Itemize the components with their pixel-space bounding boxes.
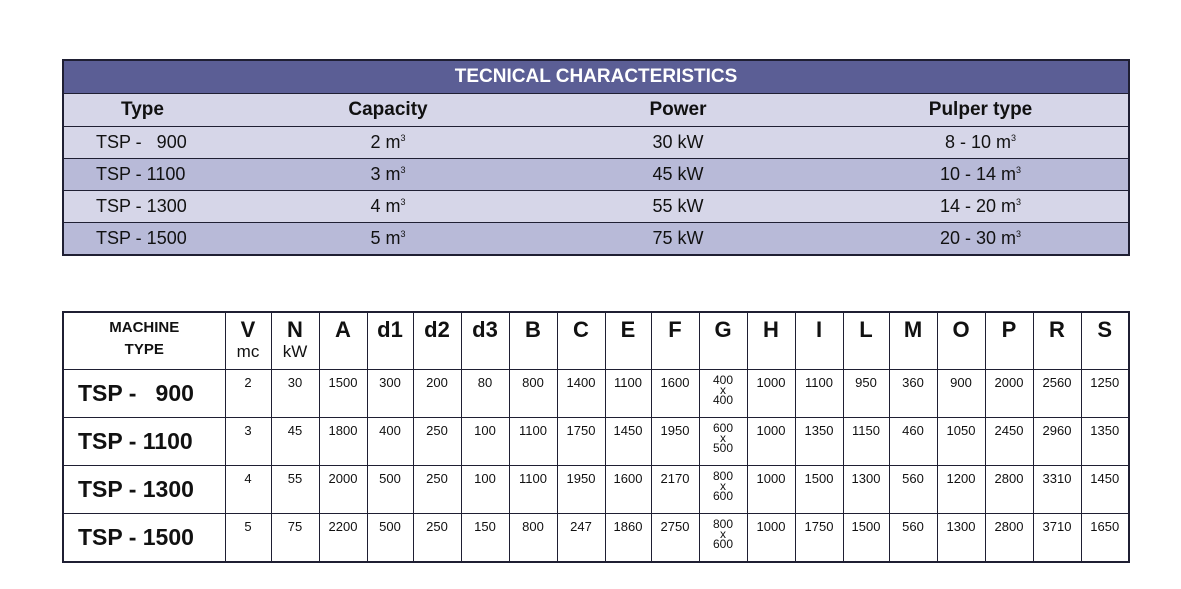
cell-E: 1100 <box>605 370 651 418</box>
cell-R: 3710 <box>1033 514 1081 563</box>
cell-O: 900 <box>937 370 985 418</box>
header-P: P <box>985 312 1033 370</box>
header-A: A <box>319 312 367 370</box>
cell-d2: 250 <box>413 514 461 563</box>
header-machine-line2: TYPE <box>124 341 164 358</box>
cell-H: 1000 <box>747 418 795 466</box>
cell-O: 1300 <box>937 514 985 563</box>
cell-power: 55 kW <box>523 191 833 223</box>
cell-C: 1750 <box>557 418 605 466</box>
cell-power: 75 kW <box>523 223 833 256</box>
cell-I: 1500 <box>795 466 843 514</box>
cell-B: 1100 <box>509 466 557 514</box>
cell-type: TSP - 1500 <box>63 223 253 256</box>
cell-H: 1000 <box>747 466 795 514</box>
cell-I: 1100 <box>795 370 843 418</box>
cell-G-part: 400 <box>712 373 734 387</box>
dims-row <box>63 418 1129 466</box>
cell-R: 3310 <box>1033 466 1081 514</box>
cell-G <box>699 514 747 563</box>
cell-S: 1350 <box>1081 418 1129 466</box>
cell-P: 2800 <box>985 514 1033 563</box>
cell-R: 2960 <box>1033 418 1081 466</box>
cell-model: TSP - 1300 <box>63 466 225 514</box>
cell-L: 1150 <box>843 418 889 466</box>
cell-d3: 150 <box>461 514 509 563</box>
cell-model: TSP - 900 <box>63 370 225 418</box>
cell-d1: 500 <box>367 514 413 563</box>
header-S: S <box>1081 312 1129 370</box>
cell-F: 2750 <box>651 514 699 563</box>
dims-header-row <box>63 312 1129 370</box>
header-V: V mc <box>225 312 271 370</box>
cell-R: 2560 <box>1033 370 1081 418</box>
cell-d3: 80 <box>461 370 509 418</box>
cell-F: 1950 <box>651 418 699 466</box>
header-I: I <box>795 312 843 370</box>
cell-d2: 250 <box>413 418 461 466</box>
cell-N: 75 <box>271 514 319 563</box>
header-O: O <box>937 312 985 370</box>
cell-d2: 250 <box>413 466 461 514</box>
cell-M: 560 <box>889 514 937 563</box>
cell-d1: 400 <box>367 418 413 466</box>
cell-B: 1100 <box>509 418 557 466</box>
header-M: M <box>889 312 937 370</box>
cell-G-part: x <box>720 383 726 397</box>
cell-B: 800 <box>509 514 557 563</box>
cell-M: 360 <box>889 370 937 418</box>
cell-P: 2450 <box>985 418 1033 466</box>
cell-model: TSP - 1100 <box>63 418 225 466</box>
cell-pulper: 14 - 20 $m^3$ <box>833 191 1129 223</box>
dims-row <box>63 514 1129 563</box>
cell-V: 2 <box>225 370 271 418</box>
header-N-unit: kW <box>282 342 308 361</box>
cell-G-part: x <box>720 479 726 493</box>
cell-E: 1600 <box>605 466 651 514</box>
cell-N: 30 <box>271 370 319 418</box>
cell-G-part: 600 <box>712 537 734 551</box>
cell-P: 2800 <box>985 466 1033 514</box>
header-B: B <box>509 312 557 370</box>
cell-type: TSP - 1300 <box>63 191 253 223</box>
header-machine-line1: MACHINE <box>109 319 180 336</box>
cell-M: 560 <box>889 466 937 514</box>
cell-V: 4 <box>225 466 271 514</box>
cell-G-part: 400 <box>712 393 734 407</box>
cell-A: 2000 <box>319 466 367 514</box>
header-pulper-type: Pulper type <box>833 94 1129 127</box>
cell-G <box>699 418 747 466</box>
cell-S: 1650 <box>1081 514 1129 563</box>
cell-type: TSP - 900 <box>63 127 253 159</box>
tech-row <box>63 191 1129 223</box>
header-type: Type <box>63 94 253 127</box>
cell-L: 1300 <box>843 466 889 514</box>
cell-pulper: 8 - 10 $m^3$ <box>833 127 1129 159</box>
cell-d3: 100 <box>461 466 509 514</box>
cell-capacity: 2 $m^3$ <box>253 127 523 159</box>
cell-L: 950 <box>843 370 889 418</box>
cell-model: TSP - 1500 <box>63 514 225 563</box>
dimensions-table <box>62 311 1130 563</box>
tech-row <box>63 127 1129 159</box>
tech-header-row <box>63 94 1129 127</box>
cell-O: 1050 <box>937 418 985 466</box>
cell-capacity: 5 $m^3$ <box>253 223 523 256</box>
cell-C: 247 <box>557 514 605 563</box>
cell-pulper: 20 - 30 $m^3$ <box>833 223 1129 256</box>
tech-title-row <box>63 60 1129 94</box>
cell-capacity: 4 $m^3$ <box>253 191 523 223</box>
cell-A: 1800 <box>319 418 367 466</box>
cell-A: 1500 <box>319 370 367 418</box>
tech-table-title: TECNICAL CHARACTERISTICS <box>63 60 1129 94</box>
tech-row <box>63 159 1129 191</box>
cell-power: 45 kW <box>523 159 833 191</box>
cell-G-part: x <box>720 431 726 445</box>
cell-F: 1600 <box>651 370 699 418</box>
cell-G-part: 800 <box>712 469 734 483</box>
cell-N: 45 <box>271 418 319 466</box>
cell-d1: 500 <box>367 466 413 514</box>
cell-G-part: 600 <box>712 489 734 503</box>
cell-O: 1200 <box>937 466 985 514</box>
cell-L: 1500 <box>843 514 889 563</box>
header-d1: d1 <box>367 312 413 370</box>
header-N: N kW <box>271 312 319 370</box>
cell-I: 1750 <box>795 514 843 563</box>
cell-d3: 100 <box>461 418 509 466</box>
cell-d1: 300 <box>367 370 413 418</box>
cell-capacity: 3 $m^3$ <box>253 159 523 191</box>
cell-N: 55 <box>271 466 319 514</box>
cell-H: 1000 <box>747 514 795 563</box>
cell-G-part: 800 <box>712 517 734 531</box>
cell-G <box>699 466 747 514</box>
cell-V: 3 <box>225 418 271 466</box>
header-power: Power <box>523 94 833 127</box>
cell-pulper: 10 - 14 $m^3$ <box>833 159 1129 191</box>
cell-G-part: 500 <box>712 441 734 455</box>
cell-S: 1250 <box>1081 370 1129 418</box>
header-d3: d3 <box>461 312 509 370</box>
header-capacity: Capacity <box>253 94 523 127</box>
header-d2: d2 <box>413 312 461 370</box>
header-F: F <box>651 312 699 370</box>
dims-row <box>63 466 1129 514</box>
technical-characteristics-table <box>62 59 1130 256</box>
header-L: L <box>843 312 889 370</box>
cell-C: 1950 <box>557 466 605 514</box>
header-G: G <box>699 312 747 370</box>
cell-A: 2200 <box>319 514 367 563</box>
cell-V: 5 <box>225 514 271 563</box>
cell-d2: 200 <box>413 370 461 418</box>
cell-I: 1350 <box>795 418 843 466</box>
header-V-unit: mc <box>236 342 260 361</box>
header-E: E <box>605 312 651 370</box>
header-machine-type <box>63 312 225 370</box>
cell-F: 2170 <box>651 466 699 514</box>
cell-G <box>699 370 747 418</box>
cell-G-part: 600 <box>712 421 734 435</box>
cell-E: 1450 <box>605 418 651 466</box>
cell-H: 1000 <box>747 370 795 418</box>
cell-B: 800 <box>509 370 557 418</box>
cell-M: 460 <box>889 418 937 466</box>
tech-row <box>63 223 1129 256</box>
cell-power: 30 kW <box>523 127 833 159</box>
cell-type: TSP - 1100 <box>63 159 253 191</box>
cell-E: 1860 <box>605 514 651 563</box>
header-H: H <box>747 312 795 370</box>
cell-C: 1400 <box>557 370 605 418</box>
cell-G-part: x <box>720 527 726 541</box>
header-C: C <box>557 312 605 370</box>
header-R: R <box>1033 312 1081 370</box>
cell-P: 2000 <box>985 370 1033 418</box>
cell-S: 1450 <box>1081 466 1129 514</box>
dims-row <box>63 370 1129 418</box>
